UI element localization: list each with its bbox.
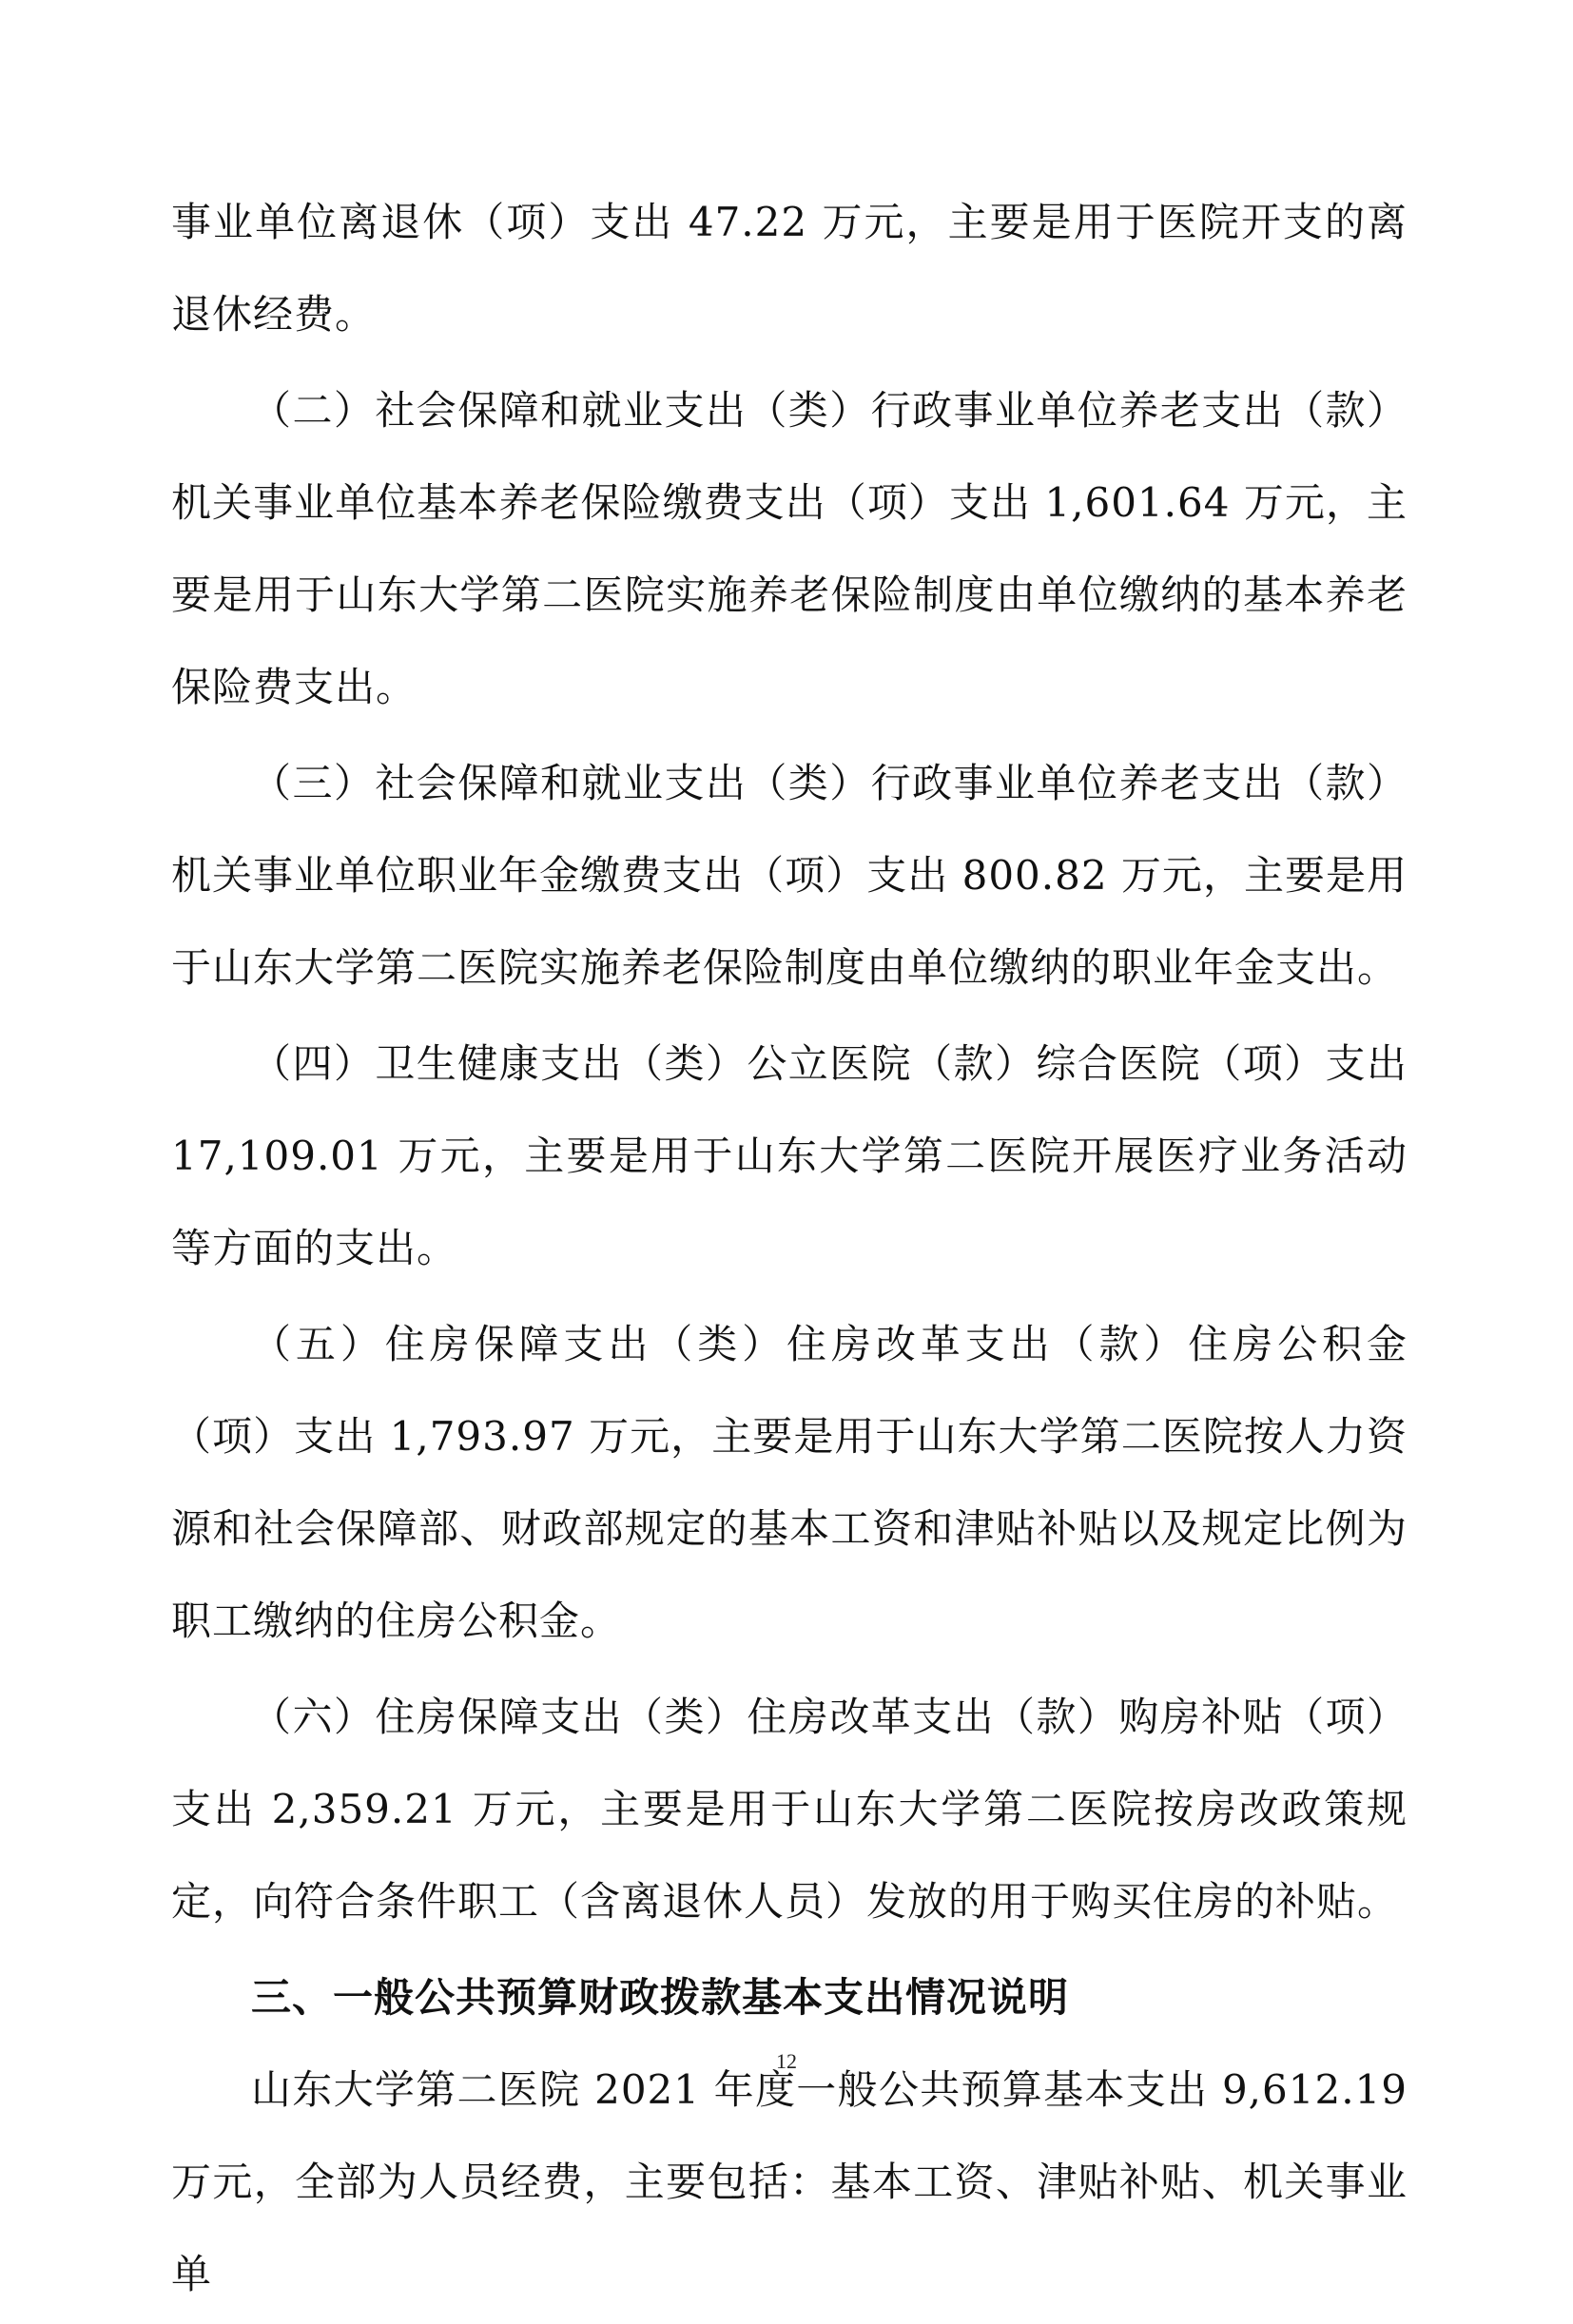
paragraph-housing-fund: （五）住房保障支出（类）住房改革支出（款）住房公积金（项）支出 1,793.97 万元，主要是用于山东大学第二医院按人力资源和社会保障部、财政部规定的基本工资和津贴补贴以及规定比例为职工缴纳的住房公积金。 <box>171 1321 1408 1644</box>
paragraph-basic-expenditure: 山东大学第二医院 2021 年度一般公共预算基本支出 9,612.19 万元，全部为人员经费，主要包括：基本工资、津贴补贴、机关事业单 <box>171 2066 1408 2297</box>
section-heading: 三、一般公共预算财政拨款基本支出情况说明 <box>251 1974 1070 2021</box>
paragraph-pension-insurance: （二）社会保障和就业支出（类）行政事业单位养老支出（款）机关事业单位基本养老保险缴费支出（项）支出 1,601.64 万元，主要是用于山东大学第二医院实施养老保险制度由单位缴纳的基本养老保险费支出。 <box>171 387 1408 710</box>
page-content <box>171 176 1408 2324</box>
paragraph-occupational-annuity: （三）社会保障和就业支出（类）行政事业单位养老支出（款）机关事业单位职业年金缴费支出（项）支出 800.82 万元，主要是用于山东大学第二医院实施养老保险制度由单位缴纳的职业年金支出。 <box>171 760 1408 991</box>
page-number: 12 <box>776 2049 797 2073</box>
paragraph-retirement: 事业单位离退休（项）支出 47.22 万元，主要是用于医院开支的离退休经费。 <box>171 199 1408 338</box>
paragraph-health-expenditure: （四）卫生健康支出（类）公立医院（款）综合医院（项）支出 17,109.01 万元，主要是用于山东大学第二医院开展医疗业务活动等方面的支出。 <box>171 1040 1408 1271</box>
paragraph-housing-subsidy: （六）住房保障支出（类）住房改革支出（款）购房补贴（项）支出 2,359.21 万元，主要是用于山东大学第二医院按房改政策规定，向符合条件职工（含离退休人员）发放的用于购买住房的补贴。 <box>171 1694 1408 1925</box>
